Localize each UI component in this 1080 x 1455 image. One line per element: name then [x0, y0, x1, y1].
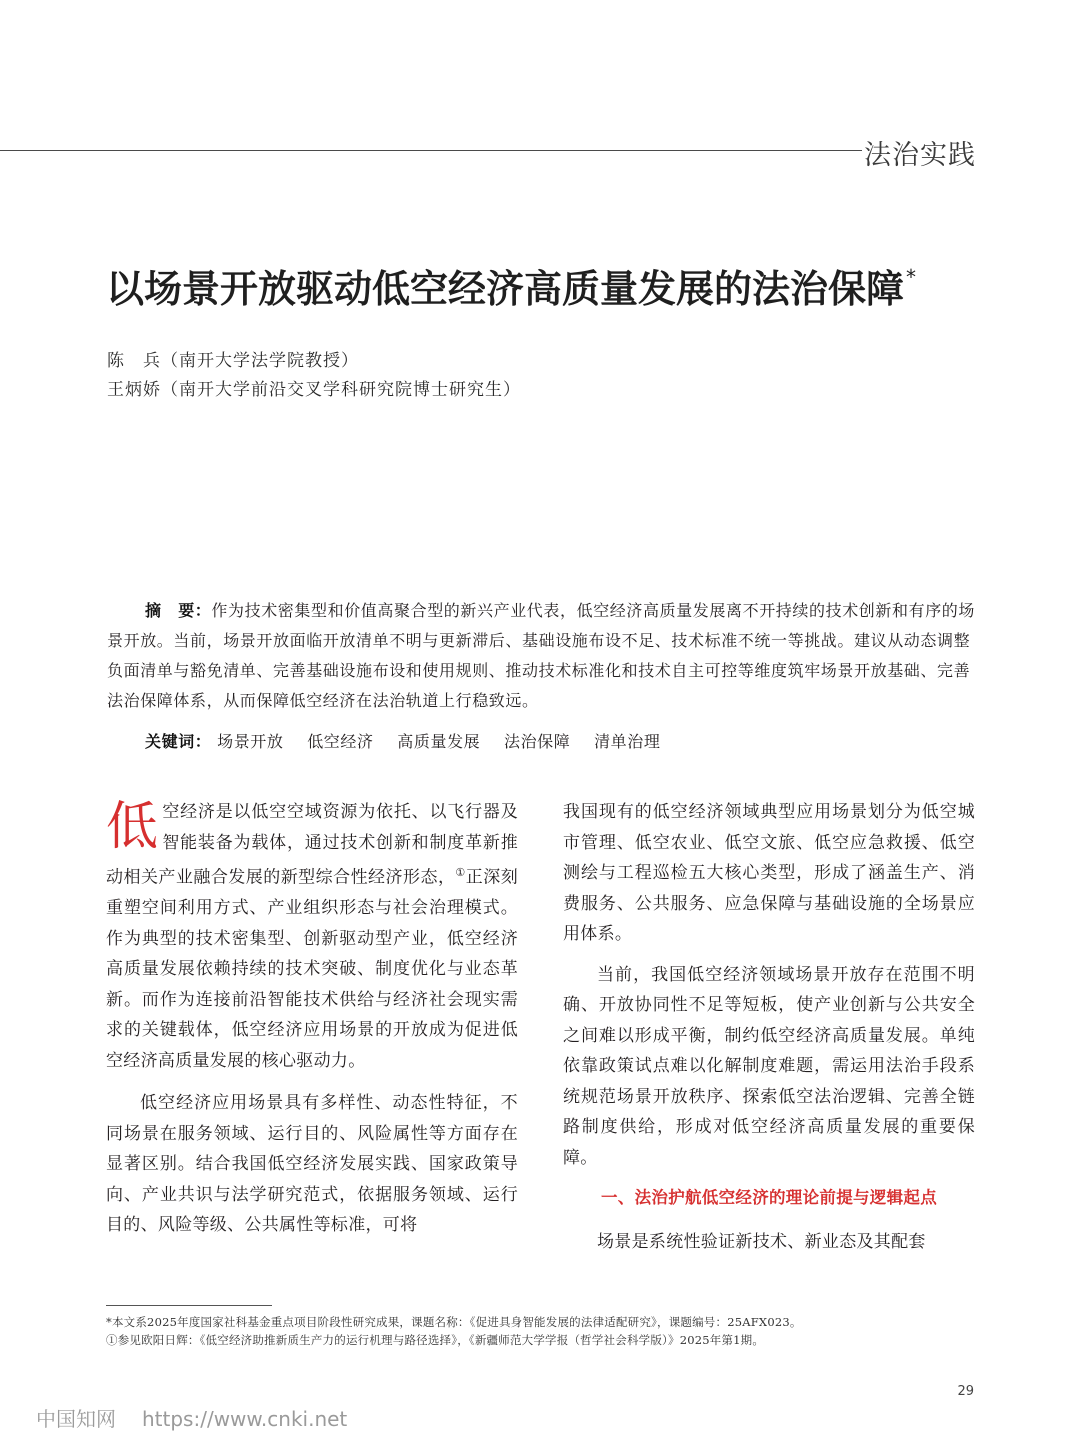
paragraph-text: 正深刻重塑空间利用方式、产业组织形态与社会治理模式。作为典型的技术密集型、创新驱动型产业，低空经济高质量发展依赖持续的技术突破、制度优化与业态革新。而作为连接前沿智能技术供给与经济社会现实需求的关键载体，低空经济应用场景的开放成为促进低空经济高质量发展的核心驱动力。: [106, 867, 519, 1071]
body-paragraph: 当前，我国低空经济领域场景开放存在范围不明确、开放协同性不足等短板，使产业创新与公共安全之间难以形成平衡，制约低空经济高质量发展。单纯依靠政策试点难以化解制度难题，需运用法治手段系统规范场景开放秩序、探索低空法治逻辑、完善全链路制度供给，形成对低空经济高质量发展的重要保障。: [563, 964, 975, 1168]
header-rule: [0, 150, 862, 151]
author-2: 王炳娇（南开大学前沿交叉学科研究院博士研究生）: [107, 380, 521, 400]
paragraph-text: 空经济是以低空空域资源为依托、以飞行器及智能装备为载体，通过技术创新和制度革新推动相关产业融合发展的新型综合性经济形态，: [106, 802, 518, 888]
body-column-right: [563, 797, 975, 1257]
article-title-text: 以场景开放驱动低空经济高质量发展的法治保障: [106, 267, 905, 311]
footnote: *本文系2025年度国家社科基金重点项目阶段性研究成果，课题名称：《促进具身智能发展的法律适配研究》，课题编号：25AFX023。: [106, 1315, 802, 1329]
watermark: [36, 1403, 347, 1432]
title-footnote-mark: *: [906, 265, 917, 289]
keyword: 清单治理: [594, 732, 661, 751]
keywords-label: 关键词：: [145, 732, 212, 751]
body-paragraph: 低空经济应用场景具有多样性、动态性特征，不同场景在服务领域、运行目的、风险属性等方面存在显著区别。结合我国低空经济发展实践、国家政策导向、产业共识与法学研究范式，依据服务领域、运行目的、风险等级、公共属性等标准，可将: [106, 1093, 518, 1236]
keyword: 场景开放: [217, 732, 284, 751]
body-paragraph: 场景是系统性验证新技术、新业态及其配套: [597, 1231, 926, 1252]
body-paragraph: 我国现有的低空经济领域典型应用场景划分为低空城市管理、低空农业、低空文旅、低空应急救援、低空测绘与工程巡检五大核心类型，形成了涵盖生产、消费服务、公共服务、应急保障与基础设施的全场景应用体系。: [563, 802, 975, 944]
footnote-ref[interactable]: ①: [455, 866, 466, 879]
keywords: [107, 727, 975, 757]
page-number: 29: [957, 1384, 974, 1399]
footnote-rule: [106, 1305, 272, 1306]
author-1: 陈 兵（南开大学法学院教授）: [107, 351, 359, 371]
abstract: [107, 596, 975, 716]
abstract-text: 作为技术密集型和价值高聚合型的新兴产业代表，低空经济高质量发展离不开持续的技术创新和有序的场景开放。当前，场景开放面临开放清单不明与更新滞后、基础设施布设不足、技术标准不统一等挑战。建议从动态调整负面清单与豁免清单、完善基础设施布设和使用规则、推动技术标准化和技术自主可控等维度筑牢场景开放基础、完善法治保障体系，从而保障低空经济在法治轨道上行稳致远。: [107, 601, 976, 710]
watermark-brand: 中国知网: [36, 1407, 116, 1431]
body-paragraph: [106, 797, 518, 1076]
footnote: ①参见欧阳日辉：《低空经济助推新质生产力的运行机理与路径选择》，《新疆师范大学学报（哲学社会科学版）》2025年第1期。: [106, 1333, 765, 1347]
abstract-label: 摘 要：: [145, 601, 212, 620]
keyword: 低空经济: [307, 732, 374, 751]
keyword: 高质量发展: [397, 732, 481, 751]
drop-cap: 低: [106, 797, 159, 857]
section-heading: 一、法治护航低空经济的理论前提与逻辑起点: [601, 1188, 937, 1207]
body-column-left: [106, 797, 518, 1241]
article-title: [106, 258, 916, 313]
watermark-url[interactable]: https://www.cnki.net: [142, 1407, 348, 1431]
section-label: 法治实践: [864, 140, 976, 171]
keyword: 法治保障: [503, 732, 571, 751]
